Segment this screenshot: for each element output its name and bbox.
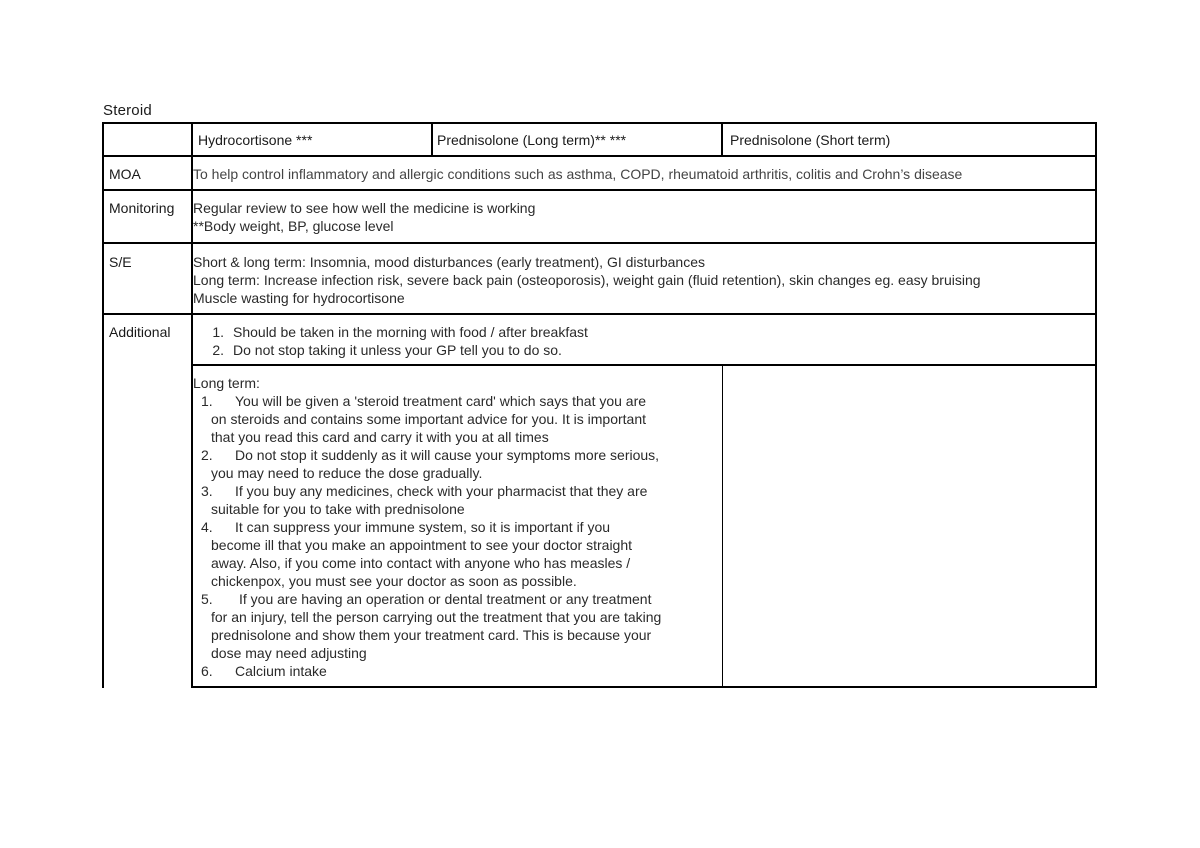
list-item — [193, 392, 661, 410]
monitoring-line: Regular review to see how well the medicine is working — [193, 200, 536, 216]
list-item-continuation: become ill that you make an appointment to see your doctor straight — [211, 537, 633, 553]
row-label-monitoring: Monitoring — [109, 200, 175, 216]
side-effects-line: Short & long term: Insomnia, mood disturbances (early treatment), GI disturbances — [193, 254, 706, 270]
list-item-continuation: dose may need adjusting — [211, 645, 367, 661]
list-item-number: 1. — [212, 324, 224, 340]
list-item-text: If you are having an operation or dental treatment or any treatment — [239, 591, 652, 607]
moa-text: To help control inflammatory and allergic conditions such as asthma, COPD, rheumatoid arthritis, colitis and Crohn’s disease — [193, 166, 963, 182]
list-item-continuation: chickenpox, you must see your doctor as soon as possible. — [211, 573, 577, 589]
list-item-continuation: prednisolone and show them your treatment card. This is because your — [211, 627, 652, 643]
row-label-moa: MOA — [109, 166, 141, 182]
list-item-text: If you buy any medicines, check with your pharmacist that they are — [235, 483, 648, 499]
list-item — [193, 590, 661, 608]
list-item-number: 6. — [201, 663, 213, 679]
row-divider — [102, 242, 1097, 244]
long-term-heading: Long term: — [193, 375, 260, 391]
list-item-text: Do not stop taking it unless your GP tell you to do so. — [233, 342, 562, 358]
list-item-number: 5. — [201, 591, 213, 607]
row-divider — [191, 364, 1097, 366]
steroid-table — [102, 122, 1097, 688]
table-border-bottom — [191, 686, 1097, 688]
row-divider — [102, 155, 1097, 157]
side-effects-text — [193, 253, 981, 307]
list-item-number: 2. — [212, 342, 224, 358]
list-item-text: Calcium intake — [235, 663, 327, 679]
list-item — [202, 323, 588, 341]
list-item-continuation: that you read this card and carry it with you at all times — [211, 429, 549, 445]
list-item-continuation: suitable for you to take with prednisolone — [211, 501, 465, 517]
long-term-list — [193, 374, 661, 680]
list-item-text: It can suppress your immune system, so it is important if you — [235, 519, 611, 535]
table-border-top — [102, 122, 1097, 124]
list-item-text: You will be given a 'steroid treatment card' which says that you are — [235, 393, 647, 409]
list-item-continuation: for an injury, tell the person carrying out the treatment that you are taking — [211, 609, 662, 625]
additional-general-list — [202, 323, 588, 359]
list-item — [202, 341, 588, 359]
list-item-number: 1. — [201, 393, 213, 409]
list-item — [193, 518, 661, 536]
list-item-text: Do not stop it suddenly as it will cause your symptoms more serious, — [235, 447, 660, 463]
table-border-left — [102, 122, 104, 688]
monitoring-line: **Body weight, BP, glucose level — [193, 218, 394, 234]
row-divider — [102, 189, 1097, 191]
list-item-continuation: you may need to reduce the dose gradually. — [211, 465, 483, 481]
column-divider — [722, 365, 723, 687]
page-title: Steroid — [103, 102, 152, 119]
list-item-number: 4. — [201, 519, 213, 535]
column-divider — [721, 122, 723, 156]
table-border-right — [1095, 122, 1097, 688]
list-item — [193, 482, 661, 500]
list-item-number: 2. — [201, 447, 213, 463]
list-item-number: 3. — [201, 483, 213, 499]
column-divider — [431, 122, 433, 156]
list-item-continuation: away. Also, if you come into contact with anyone who has measles / — [211, 555, 631, 571]
column-header-prednisolone-short-term: Prednisolone (Short term) — [730, 132, 891, 148]
list-item-text: Should be taken in the morning with food / after breakfast — [233, 324, 588, 340]
list-item — [193, 662, 661, 680]
side-effects-line: Muscle wasting for hydrocortisone — [193, 290, 405, 306]
list-item — [193, 446, 661, 464]
monitoring-text — [193, 199, 535, 235]
list-item-continuation: on steroids and contains some important advice for you. It is important — [211, 411, 646, 427]
column-header-prednisolone-long-term: Prednisolone (Long term)** *** — [437, 132, 627, 148]
row-label-side-effects: S/E — [109, 254, 132, 270]
column-header-hydrocortisone: Hydrocortisone *** — [198, 132, 313, 148]
row-label-additional: Additional — [109, 324, 171, 340]
side-effects-line: Long term: Increase infection risk, severe back pain (osteoporosis), weight gain (fluid retention), skin changes eg. easy bruising — [193, 272, 981, 288]
row-divider — [102, 313, 1097, 315]
